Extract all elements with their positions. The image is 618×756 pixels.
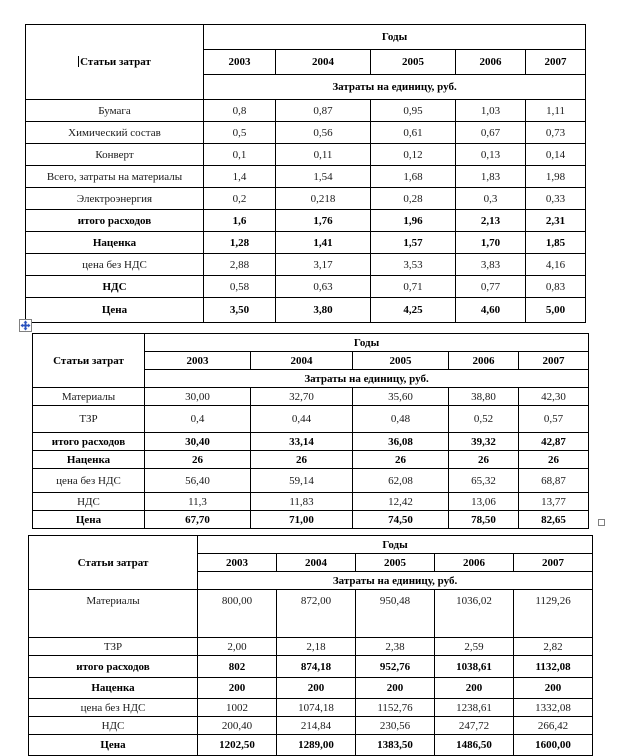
row-value[interactable]: 42,30 — [519, 388, 589, 406]
row-value[interactable]: 0,52 — [449, 406, 519, 433]
header-cell-year-2005[interactable]: 2005 — [371, 50, 456, 75]
header-cell-year-2004[interactable]: 2004 — [277, 554, 356, 572]
row-value[interactable]: 1289,00 — [277, 735, 356, 756]
table-row — [26, 210, 586, 232]
row-value[interactable]: 0,2 — [204, 188, 276, 210]
row-value[interactable]: 35,60 — [353, 388, 449, 406]
row-value[interactable]: 68,87 — [519, 469, 589, 493]
table-row — [26, 298, 586, 323]
row-label[interactable]: цена без НДС — [33, 469, 145, 493]
row-value[interactable]: 1132,08 — [514, 656, 593, 678]
row-value[interactable]: 1,03 — [456, 100, 526, 122]
row-value[interactable]: 1,4 — [204, 166, 276, 188]
row-label[interactable]: НДС — [29, 717, 198, 735]
row-value[interactable]: 0,77 — [456, 276, 526, 298]
row-value[interactable]: 0,63 — [276, 276, 371, 298]
row-value[interactable]: 950,48 — [356, 590, 435, 638]
row-value[interactable]: 3,83 — [456, 254, 526, 276]
row-value[interactable]: 1129,26 — [514, 590, 593, 638]
header-cell-year-2005[interactable]: 2005 — [353, 352, 449, 370]
row-value[interactable]: 230,56 — [356, 717, 435, 735]
table-row — [29, 536, 593, 554]
row-value[interactable]: 0,14 — [526, 144, 586, 166]
row-value[interactable]: 0,5 — [204, 122, 276, 144]
header-cell-year-2007[interactable]: 2007 — [526, 50, 586, 75]
row-label[interactable]: Цена — [26, 298, 204, 323]
row-value[interactable]: 2,88 — [204, 254, 276, 276]
row-value[interactable]: 11,3 — [145, 493, 251, 511]
table-row — [29, 638, 593, 656]
row-value[interactable]: 200 — [277, 678, 356, 699]
row-label[interactable]: Химический состав — [26, 122, 204, 144]
table-row — [29, 699, 593, 717]
row-value[interactable]: 1,6 — [204, 210, 276, 232]
row-value[interactable]: 0,8 — [204, 100, 276, 122]
row-value[interactable]: 1002 — [198, 699, 277, 717]
row-label[interactable]: Материалы — [33, 388, 145, 406]
row-value[interactable]: 247,72 — [435, 717, 514, 735]
row-value[interactable]: 802 — [198, 656, 277, 678]
row-value[interactable]: 59,14 — [251, 469, 353, 493]
row-value[interactable]: 200,40 — [198, 717, 277, 735]
row-value[interactable]: 1152,76 — [356, 699, 435, 717]
table-row — [26, 25, 586, 50]
row-value[interactable]: 26 — [251, 451, 353, 469]
row-value[interactable]: 1486,50 — [435, 735, 514, 756]
row-value[interactable]: 0,95 — [371, 100, 456, 122]
row-value[interactable]: 1,96 — [371, 210, 456, 232]
header-cell-year-2006[interactable]: 2006 — [449, 352, 519, 370]
row-value[interactable]: 1600,00 — [514, 735, 593, 756]
row-value[interactable]: 2,59 — [435, 638, 514, 656]
row-value[interactable]: 30,00 — [145, 388, 251, 406]
row-value[interactable]: 26 — [449, 451, 519, 469]
row-value[interactable]: 82,65 — [519, 511, 589, 529]
row-value[interactable]: 42,87 — [519, 433, 589, 451]
row-value[interactable]: 0,4 — [145, 406, 251, 433]
table-row — [33, 511, 589, 529]
row-value[interactable]: 1,57 — [371, 232, 456, 254]
header-cell-year-2004[interactable]: 2004 — [276, 50, 371, 75]
row-label[interactable]: итого расходов — [26, 210, 204, 232]
table-row — [33, 493, 589, 511]
row-value[interactable]: 872,00 — [277, 590, 356, 638]
row-label[interactable]: цена без НДС — [29, 699, 198, 717]
table-row — [29, 656, 593, 678]
row-label[interactable]: Электроэнергия — [26, 188, 204, 210]
row-value[interactable]: 0,44 — [251, 406, 353, 433]
row-value[interactable]: 952,76 — [356, 656, 435, 678]
row-value[interactable]: 39,32 — [449, 433, 519, 451]
row-value[interactable]: 1,68 — [371, 166, 456, 188]
row-label[interactable]: Цена — [29, 735, 198, 756]
row-value[interactable]: 200 — [514, 678, 593, 699]
header-cell-years[interactable]: Годы — [145, 334, 589, 352]
header-cell-year-2006[interactable]: 2006 — [456, 50, 526, 75]
row-value[interactable]: 1,28 — [204, 232, 276, 254]
row-value[interactable]: 0,61 — [371, 122, 456, 144]
header-cell-year-2003[interactable]: 2003 — [145, 352, 251, 370]
table-1-body — [26, 25, 586, 323]
row-value[interactable]: 13,06 — [449, 493, 519, 511]
table-row — [29, 678, 593, 699]
row-value[interactable]: 67,70 — [145, 511, 251, 529]
row-value[interactable]: 74,50 — [353, 511, 449, 529]
header-cell-year-2003[interactable]: 2003 — [204, 50, 276, 75]
table-move-handle-icon[interactable] — [19, 319, 32, 332]
row-value[interactable]: 0,28 — [371, 188, 456, 210]
row-value[interactable]: 1,83 — [456, 166, 526, 188]
row-value[interactable]: 62,08 — [353, 469, 449, 493]
row-value[interactable]: 1,70 — [456, 232, 526, 254]
cost-table-1[interactable] — [25, 24, 586, 323]
row-label[interactable]: Всего, затраты на материалы — [26, 166, 204, 188]
row-value[interactable]: 0,83 — [526, 276, 586, 298]
row-value[interactable]: 1,41 — [276, 232, 371, 254]
cost-table-3[interactable] — [28, 535, 593, 756]
table-row — [26, 232, 586, 254]
table-row — [29, 735, 593, 756]
row-value[interactable]: 0,56 — [276, 122, 371, 144]
row-label[interactable]: Наценка — [29, 678, 198, 699]
header-cell-year-2004[interactable]: 2004 — [251, 352, 353, 370]
table-row — [33, 406, 589, 433]
row-value[interactable]: 1038,61 — [435, 656, 514, 678]
row-value[interactable]: 1036,02 — [435, 590, 514, 638]
row-value[interactable]: 3,50 — [204, 298, 276, 323]
row-value[interactable]: 266,42 — [514, 717, 593, 735]
row-value[interactable]: 32,70 — [251, 388, 353, 406]
header-cell-years[interactable]: Годы — [204, 25, 586, 50]
row-label[interactable]: НДС — [33, 493, 145, 511]
row-value[interactable]: 0,12 — [371, 144, 456, 166]
row-value[interactable]: 0,71 — [371, 276, 456, 298]
header-items-label: Статьи затрат — [80, 56, 151, 68]
row-value[interactable]: 36,08 — [353, 433, 449, 451]
table-row — [33, 388, 589, 406]
table-row — [33, 334, 589, 352]
row-value[interactable]: 200 — [356, 678, 435, 699]
row-value[interactable]: 0,218 — [276, 188, 371, 210]
row-value[interactable]: 874,18 — [277, 656, 356, 678]
row-label[interactable]: итого расходов — [29, 656, 198, 678]
row-value[interactable]: 12,42 — [353, 493, 449, 511]
row-label[interactable]: цена без НДС — [26, 254, 204, 276]
table-row — [33, 433, 589, 451]
header-cell-items[interactable]: Статьи затрат — [33, 334, 145, 388]
row-label[interactable]: итого расходов — [33, 433, 145, 451]
row-value[interactable]: 26 — [145, 451, 251, 469]
text-caret — [78, 56, 79, 67]
table-3-body — [29, 536, 593, 756]
row-value[interactable]: 0,11 — [276, 144, 371, 166]
row-value[interactable]: 56,40 — [145, 469, 251, 493]
header-cell-unit-cost[interactable]: Затраты на единицу, руб. — [198, 572, 593, 590]
row-value[interactable]: 1332,08 — [514, 699, 593, 717]
row-value[interactable]: 1,98 — [526, 166, 586, 188]
row-value[interactable]: 0,73 — [526, 122, 586, 144]
row-value[interactable]: 200 — [198, 678, 277, 699]
row-label[interactable]: ТЗР — [33, 406, 145, 433]
row-value[interactable]: 78,50 — [449, 511, 519, 529]
row-value[interactable]: 2,00 — [198, 638, 277, 656]
row-value[interactable]: 2,31 — [526, 210, 586, 232]
table-resize-handle-icon[interactable] — [598, 519, 605, 526]
header-cell-unit-cost[interactable]: Затраты на единицу, руб. — [204, 75, 586, 100]
row-value[interactable]: 0,13 — [456, 144, 526, 166]
row-value[interactable]: 26 — [353, 451, 449, 469]
row-value[interactable]: 0,33 — [526, 188, 586, 210]
cost-table-2[interactable] — [32, 333, 589, 529]
row-label[interactable]: Конверт — [26, 144, 204, 166]
header-cell-year-2006[interactable]: 2006 — [435, 554, 514, 572]
row-value[interactable]: 2,82 — [514, 638, 593, 656]
row-value[interactable]: 3,53 — [371, 254, 456, 276]
row-label[interactable]: Цена — [33, 511, 145, 529]
row-label[interactable]: Наценка — [33, 451, 145, 469]
row-value[interactable]: 0,67 — [456, 122, 526, 144]
row-value[interactable]: 3,80 — [276, 298, 371, 323]
row-value[interactable]: 4,60 — [456, 298, 526, 323]
row-value[interactable]: 0,3 — [456, 188, 526, 210]
row-value[interactable]: 11,83 — [251, 493, 353, 511]
table-row — [26, 254, 586, 276]
row-value[interactable]: 1,76 — [276, 210, 371, 232]
row-value[interactable]: 1,11 — [526, 100, 586, 122]
table-row — [26, 100, 586, 122]
table-row — [26, 166, 586, 188]
header-cell-items[interactable]: Статьи затрат — [29, 536, 198, 590]
row-value[interactable]: 1238,61 — [435, 699, 514, 717]
header-cell-unit-cost[interactable]: Затраты на единицу, руб. — [145, 370, 589, 388]
row-value[interactable]: 38,80 — [449, 388, 519, 406]
table-row — [26, 188, 586, 210]
table-2-body — [33, 334, 589, 529]
row-value[interactable]: 0,87 — [276, 100, 371, 122]
row-value[interactable]: 0,58 — [204, 276, 276, 298]
row-value[interactable]: 71,00 — [251, 511, 353, 529]
table-row — [33, 469, 589, 493]
table-row — [26, 144, 586, 166]
table-row — [29, 717, 593, 735]
row-value[interactable]: 0,57 — [519, 406, 589, 433]
row-label[interactable]: Материалы — [29, 590, 198, 638]
row-value[interactable]: 5,00 — [526, 298, 586, 323]
row-value[interactable]: 65,32 — [449, 469, 519, 493]
row-value[interactable]: 2,18 — [277, 638, 356, 656]
row-value[interactable]: 2,13 — [456, 210, 526, 232]
row-label[interactable]: ТЗР — [29, 638, 198, 656]
header-cell-year-2007[interactable]: 2007 — [519, 352, 589, 370]
row-label[interactable]: Бумага — [26, 100, 204, 122]
row-value[interactable]: 33,14 — [251, 433, 353, 451]
table-row — [26, 276, 586, 298]
header-cell-year-2003[interactable]: 2003 — [198, 554, 277, 572]
row-label[interactable]: Наценка — [26, 232, 204, 254]
header-cell-items[interactable] — [26, 25, 204, 100]
row-value[interactable]: 4,16 — [526, 254, 586, 276]
row-value[interactable]: 4,25 — [371, 298, 456, 323]
row-value[interactable]: 26 — [519, 451, 589, 469]
row-value[interactable]: 1074,18 — [277, 699, 356, 717]
row-label[interactable]: НДС — [26, 276, 204, 298]
row-value[interactable]: 2,38 — [356, 638, 435, 656]
row-value[interactable]: 1,54 — [276, 166, 371, 188]
row-value[interactable]: 1202,50 — [198, 735, 277, 756]
row-value[interactable]: 30,40 — [145, 433, 251, 451]
row-value[interactable]: 214,84 — [277, 717, 356, 735]
header-cell-year-2005[interactable]: 2005 — [356, 554, 435, 572]
row-value[interactable]: 0,48 — [353, 406, 449, 433]
row-value[interactable]: 1,85 — [526, 232, 586, 254]
row-value[interactable]: 13,77 — [519, 493, 589, 511]
row-value[interactable]: 0,1 — [204, 144, 276, 166]
row-value[interactable]: 1383,50 — [356, 735, 435, 756]
row-value[interactable]: 3,17 — [276, 254, 371, 276]
header-cell-year-2007[interactable]: 2007 — [514, 554, 593, 572]
table-row — [29, 590, 593, 638]
header-cell-years[interactable]: Годы — [198, 536, 593, 554]
table-row — [33, 451, 589, 469]
row-value[interactable]: 800,00 — [198, 590, 277, 638]
table-row — [26, 122, 586, 144]
row-value[interactable]: 200 — [435, 678, 514, 699]
